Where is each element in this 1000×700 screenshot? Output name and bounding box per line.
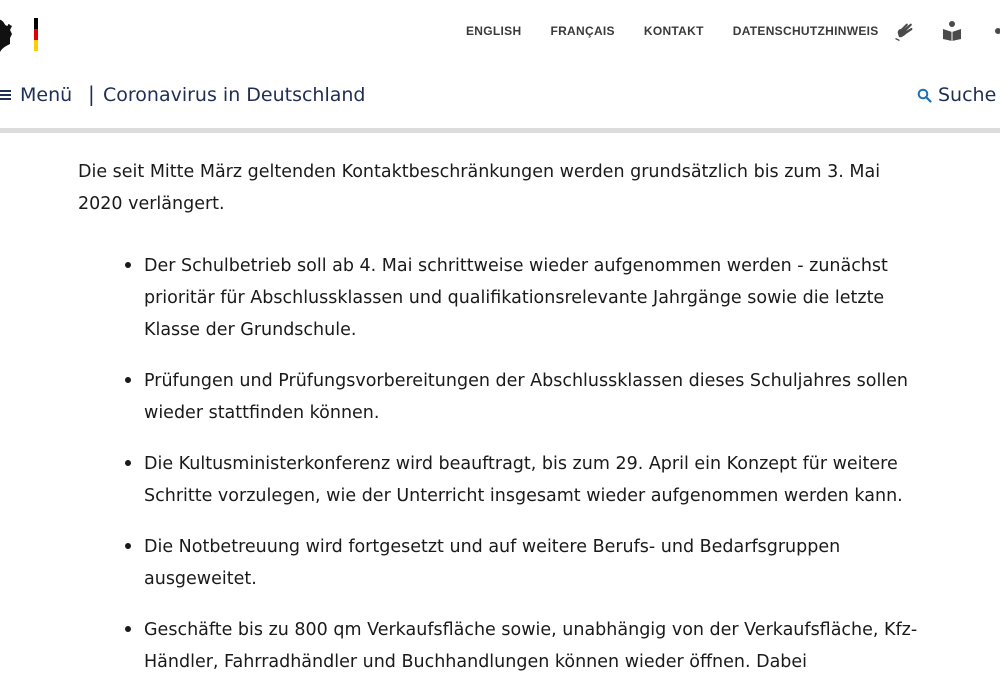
nav-divider [0, 128, 1000, 133]
list-item: Der Schulbetrieb soll ab 4. Mai schrittweise wieder aufgenommen werden - zunächst prioritär für Abschlussklassen und qualifikationsrelevante Jahrgänge sowie die letzte Klasse der Grundschule. [144, 250, 924, 346]
list-item: Die Notbetreuung wird fortgesetzt und auf weitere Berufs- und Bedarfsgruppen ausgeweitet. [144, 531, 924, 595]
menu-label: Menü [20, 84, 73, 106]
top-bar [0, 0, 1000, 66]
sign-language-icon[interactable] [894, 20, 916, 42]
link-datenschutzhinweis[interactable]: DATENSCHUTZHINWEIS [732, 24, 879, 38]
intro-paragraph: Die seit Mitte März geltenden Kontaktbeschränkungen werden grundsätzlich bis zum 3. Mai 2020 verlängert. [78, 162, 881, 214]
article-content [78, 156, 938, 697]
more-icon[interactable] [990, 20, 1000, 42]
federal-eagle-logo[interactable] [0, 14, 46, 54]
list-item: Geschäfte bis zu 800 qm Verkaufsfläche sowie, unabhängig von der Verkaufsfläche, Kfz-Händler, Fahrradhändler und Buchhandlungen können wieder öffnen. Dabei [144, 614, 924, 678]
site-title[interactable]: Coronavirus in Deutschland [103, 84, 366, 106]
easy-language-icon[interactable] [941, 20, 963, 42]
nav-separator: | [88, 82, 95, 106]
link-francais[interactable]: FRANÇAIS [550, 24, 615, 38]
nav-bar [0, 66, 1000, 128]
link-english[interactable]: ENGLISH [466, 24, 522, 38]
search-label: Suche [938, 84, 997, 106]
list-item: Die Kultusministerkonferenz wird beauftragt, bis zum 29. April ein Konzept für weitere Schritte vorzulegen, wie der Unterricht insgesamt wieder aufgenommen werden kann. [144, 448, 924, 512]
measures-list [78, 250, 938, 678]
menu-button[interactable] [0, 84, 72, 106]
language-links [466, 24, 879, 38]
list-item: Prüfungen und Prüfungsvorbereitungen der Abschlussklassen dieses Schuljahres sollen wieder stattfinden können. [144, 365, 924, 429]
search-icon [917, 88, 932, 103]
search-button[interactable] [917, 84, 996, 106]
hamburger-icon [0, 88, 12, 102]
link-kontakt[interactable]: KONTAKT [643, 24, 704, 38]
